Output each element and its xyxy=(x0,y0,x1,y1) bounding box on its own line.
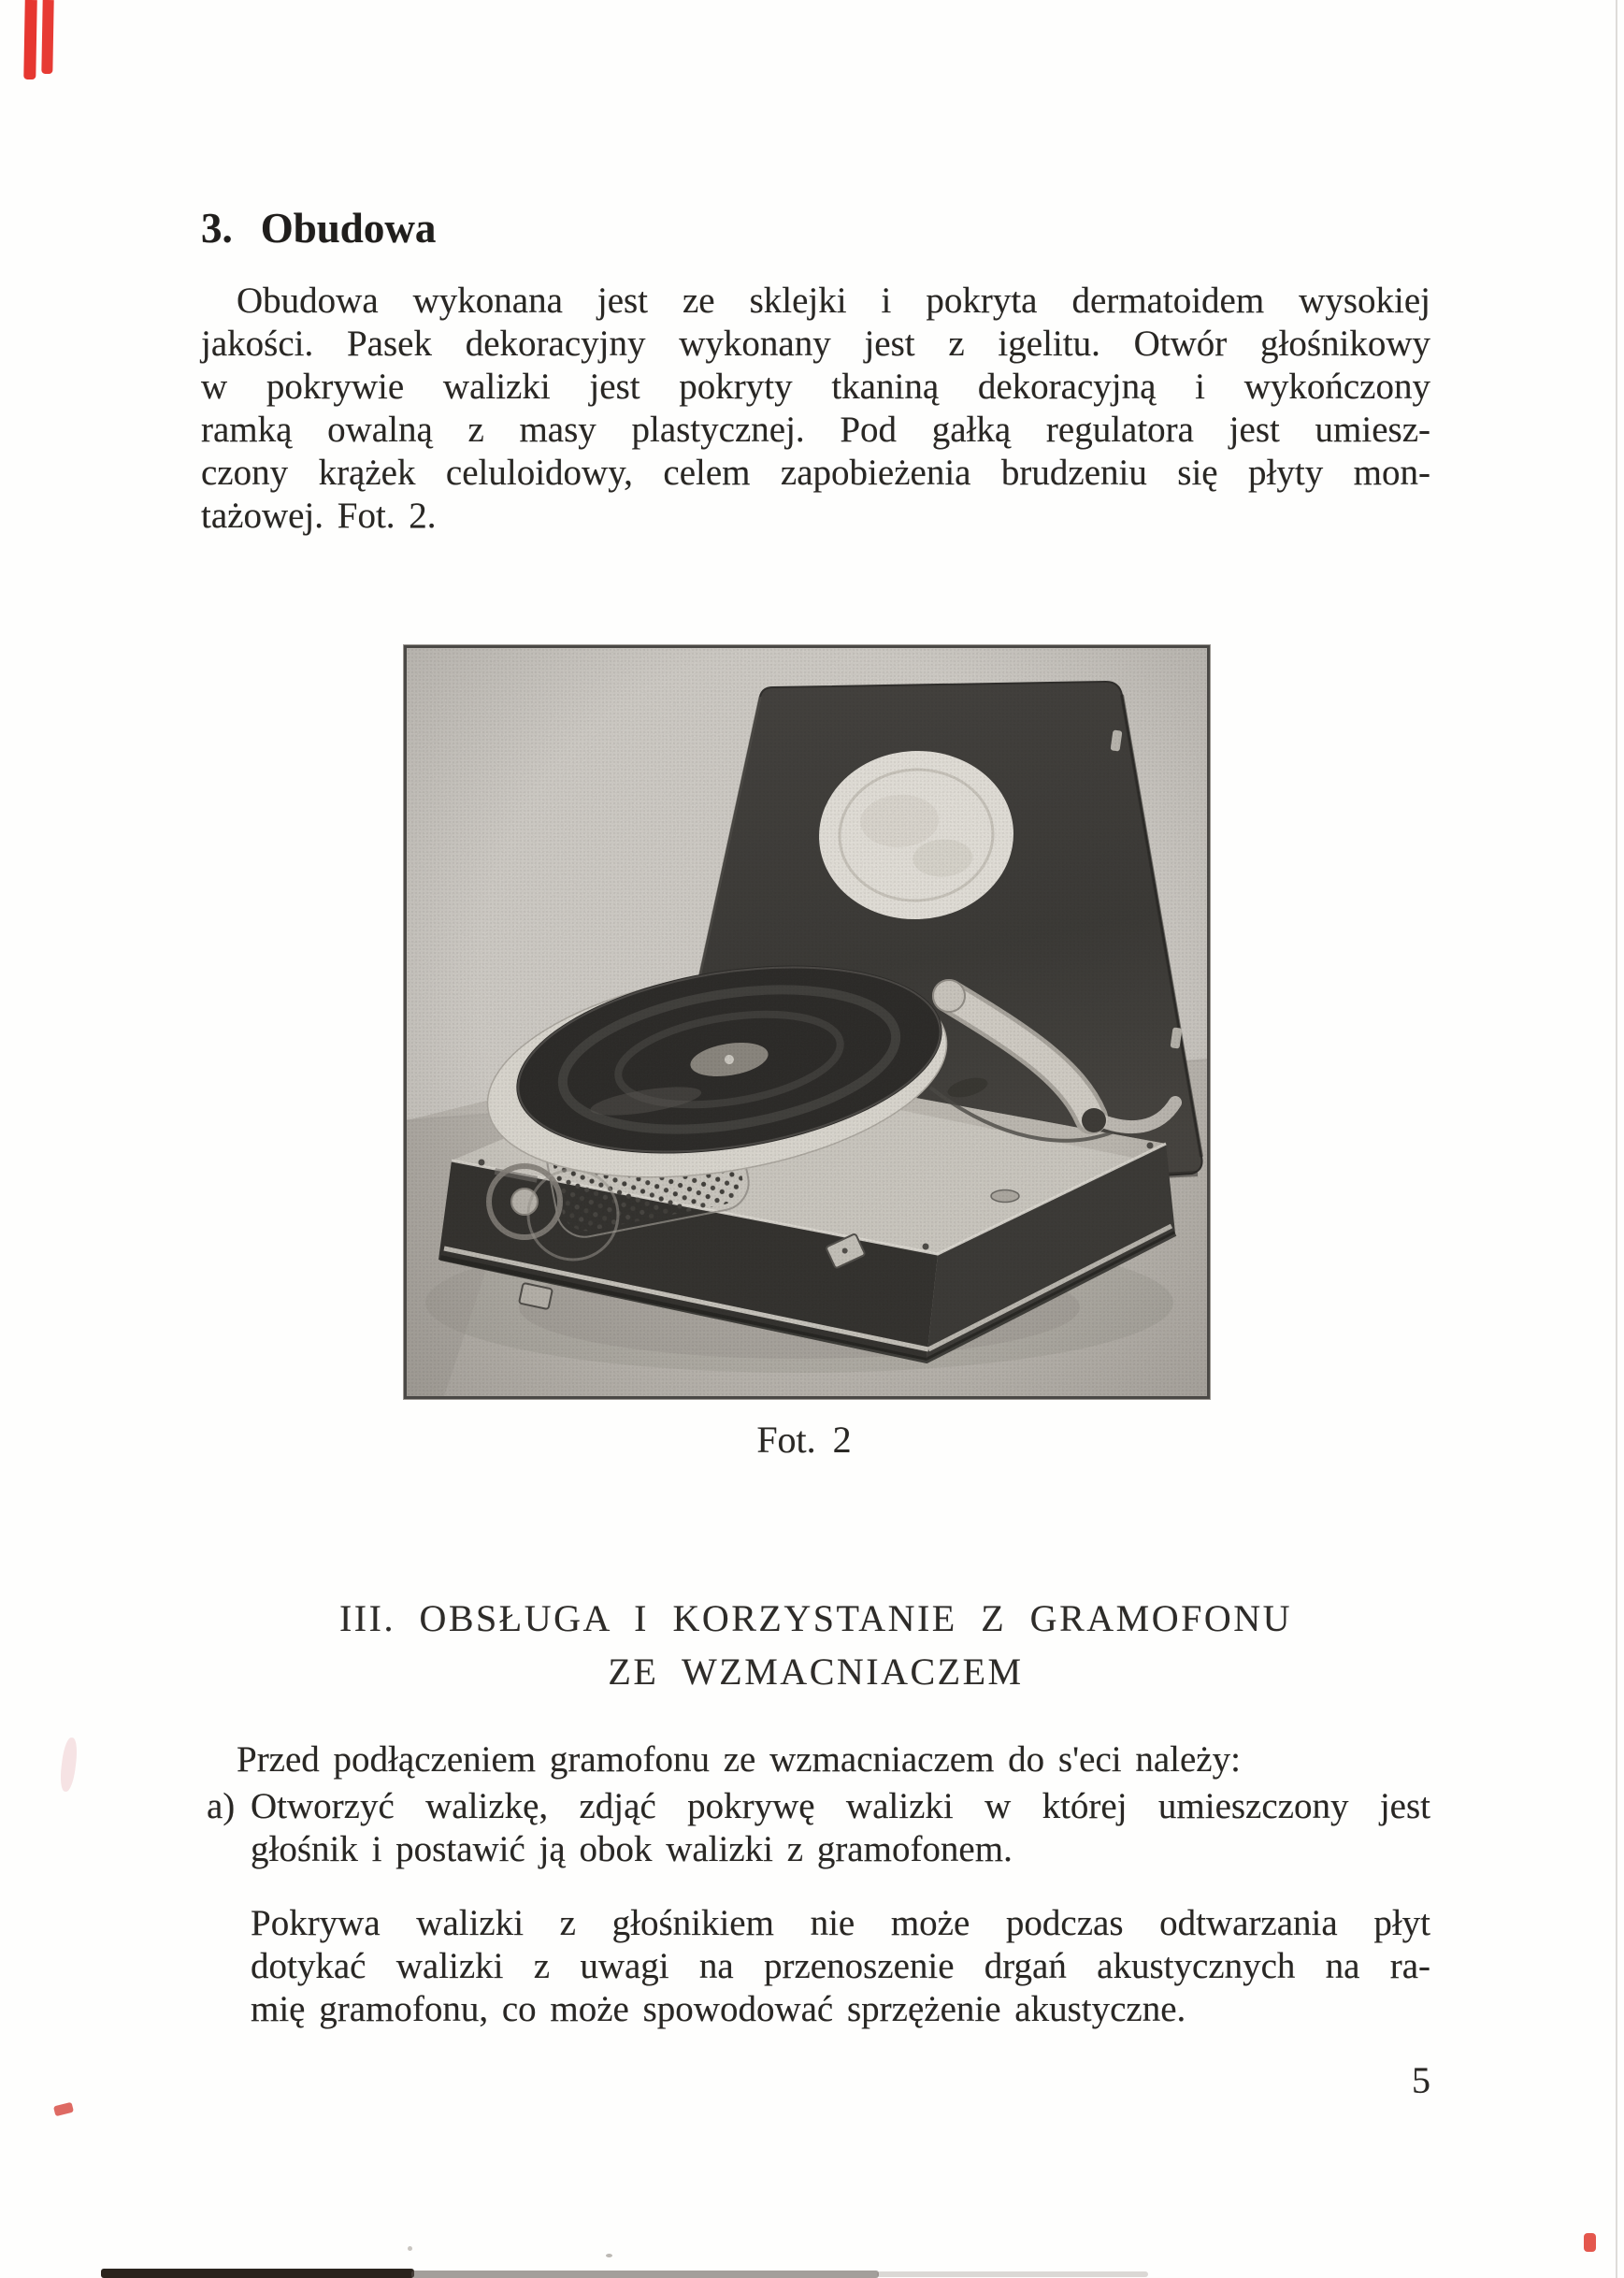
paragraph-line: ramką owalną z masy plastycznej. Pod gałką regulatora jest umiesz- xyxy=(201,410,1430,450)
scan-pink-smudge xyxy=(59,1737,79,1792)
paragraph-line: jakości. Pasek dekoracyjny wykonany jest z igelitu. Otwór głośnikowy xyxy=(201,324,1430,364)
scan-red-mark xyxy=(41,0,53,74)
scan-red-mark xyxy=(23,0,36,79)
list-item-a xyxy=(251,1785,1430,1871)
scan-speck xyxy=(606,2254,612,2257)
scan-red-mark xyxy=(53,2102,74,2117)
scan-edge-line xyxy=(1616,0,1617,2278)
scan-red-mark xyxy=(1584,2233,1596,2252)
chapter-title: Obudowa xyxy=(260,205,437,252)
scan-bottom-strip xyxy=(411,2271,879,2278)
scan-bottom-strip xyxy=(101,2269,414,2278)
scan-speck xyxy=(408,2246,412,2251)
paragraph-line: Obudowa wykonana jest ze sklejki i pokryta dermatoidem wysokiej xyxy=(237,281,1430,321)
section-heading xyxy=(201,1592,1430,1698)
chapter-number: 3. xyxy=(201,205,233,252)
paragraph-line: mię gramofonu, co może spowodować sprzężenie akustyczne. xyxy=(251,1989,1186,2029)
paragraph-line: głośnik i postawić ją obok walizki z gramofonem. xyxy=(251,1829,1013,1869)
paragraph-line: czony krążek celuloidowy, celem zapobieżenia brudzeniu się płyty mon- xyxy=(201,453,1430,493)
scan-bottom-strip xyxy=(877,2271,1148,2277)
note-paragraph xyxy=(251,1902,1430,2031)
paragraph-line: Otworzyć walizkę, zdjąć pokrywę walizki w której umieszczony jest xyxy=(251,1786,1430,1826)
photo-grain xyxy=(407,648,1207,1396)
paragraph-line: tażowej. Fot. 2. xyxy=(201,496,437,536)
section-heading-line1: III. OBSŁUGA I KORZYSTANIE Z GRAMOFONU xyxy=(338,1597,1292,1639)
section-intro xyxy=(201,1738,1430,1781)
section-heading-line2: ZE WZMACNIACZEM xyxy=(608,1651,1024,1693)
gramophone-photo-illustration xyxy=(407,648,1207,1396)
chapter-heading xyxy=(201,204,436,252)
list-item-a-marker: a) xyxy=(207,1786,236,1826)
intro-paragraph xyxy=(201,280,1430,538)
paragraph-line: Pokrywa walizki z głośnikiem nie może podczas odtwarzania płyt xyxy=(251,1903,1430,1943)
paragraph-line: w pokrywie walizki jest pokryty tkaniną dekoracyjną i wykończony xyxy=(201,367,1430,407)
paragraph-line: dotykać walizki z uwagi na przenoszenie drgań akustycznych na ra- xyxy=(251,1946,1430,1986)
page-number: 5 xyxy=(1412,2059,1430,2101)
figure-photo-gramophone xyxy=(404,645,1210,1399)
figure-caption: Fot. 2 xyxy=(756,1419,852,1461)
paragraph-line: Przed podłączeniem gramofonu ze wzmacniaczem do s'eci należy: xyxy=(237,1739,1241,1780)
